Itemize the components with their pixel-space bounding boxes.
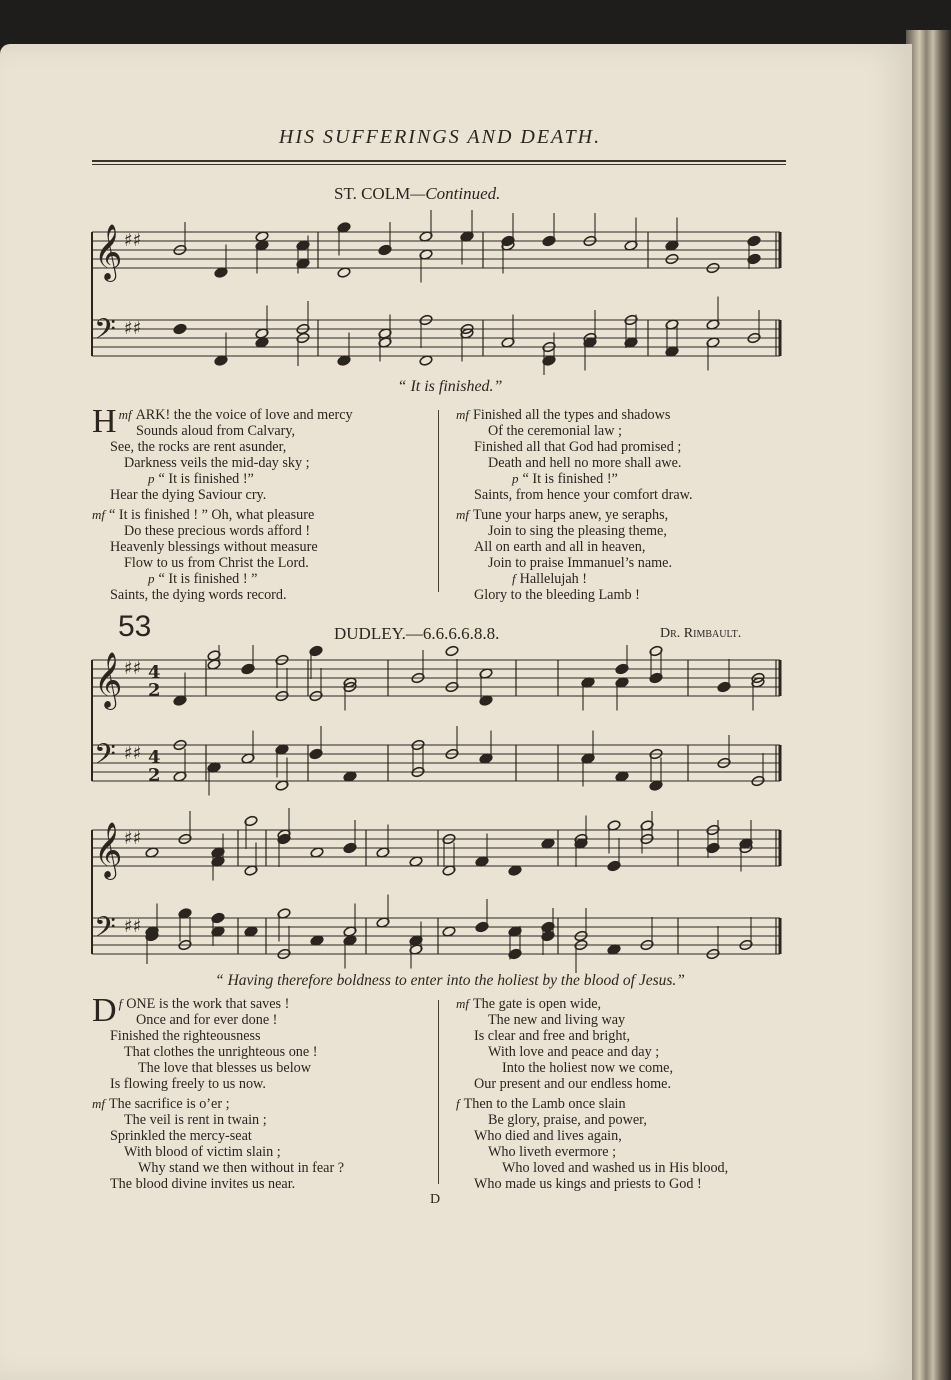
verse-text: Flow to us from Christ the Lord. [124,555,309,571]
verse-line [456,1144,796,1160]
verse-line [456,539,796,555]
verse-line [92,1060,432,1076]
treble-clef-icon: 𝄞 [94,822,123,878]
verse-text: ONE is the work that saves ! [126,996,290,1012]
verse-line [456,1096,796,1112]
verse-text: Join to praise Immanuel’s name. [488,555,673,571]
verse-text: The blood divine invites us near. [110,1176,296,1192]
drop-cap: H [92,403,117,440]
time-signature: 2 [148,680,161,701]
verse-line [456,1028,796,1044]
score-st-colm [88,210,784,380]
treble-staff [92,210,780,283]
dynamic-mark: mf [456,507,469,522]
verse-line [456,455,796,471]
treble-clef-icon: 𝄞 [94,652,123,708]
stanza [456,407,796,503]
verse-line [456,1176,796,1192]
score-dudley-system-2 [88,808,784,973]
verse-line [456,555,796,571]
verse-line [92,487,432,503]
bass-staff [92,297,780,376]
time-signature: 4 [148,662,161,683]
verse-line [92,471,432,487]
verse-line [456,1160,796,1176]
verse-line [456,1112,796,1128]
dynamic-mark: mf [456,996,469,1011]
verse-text: “ It is finished !” [522,471,618,487]
stanza [456,507,796,603]
verse-text: Heavenly blessings without measure [110,539,318,555]
dynamic-mark: f [118,996,123,1011]
hymn52-left-column [92,403,432,607]
time-signature: 4 [148,747,161,768]
verse-line [456,1076,796,1092]
verse-text: Glory to the bleeding Lamb ! [474,587,640,603]
verse-text: With blood of victim slain ; [124,1144,281,1160]
verse-line [92,1112,432,1128]
verse-line [92,1144,432,1160]
note-head [445,645,459,657]
stanza [92,507,432,603]
key-signature-sharp-icon: ♯♯ [124,743,142,764]
verse-line [92,1044,432,1060]
verse-text: “ It is finished !” [158,471,254,487]
dynamic-mark: p [148,571,155,586]
hymn53-left-column [92,992,432,1196]
tune-title-dudley: DUDLEY.—6.6.6.6.8.8. [334,624,500,643]
treble-clef-icon: 𝄞 [94,224,123,280]
tune-name: ST. COLM [334,184,411,203]
signature-mark: D [430,1192,441,1207]
verse-text: Tune your harps anew, ye seraphs, [473,507,669,523]
dynamic-mark: mf [92,1096,105,1111]
verse-text: Darkness veils the mid-day sky ; [124,455,310,471]
verse-text: Do these precious words afford ! [124,523,311,539]
bass-clef-icon: 𝄢 [94,911,116,951]
dynamic-mark: p [148,471,155,486]
verse-line [456,996,796,1012]
hymn52-right-column [456,407,796,607]
verse-line [92,555,432,571]
note-head [241,663,255,675]
verse-line [92,455,432,471]
treble-staff [92,645,780,711]
verse-line [92,1160,432,1176]
verse-text: Finished the righteousness [110,1028,261,1044]
music-score-dudley-2 [88,808,784,973]
verse-line [456,471,796,487]
verse-line [456,1044,796,1060]
key-signature-sharp-icon: ♯♯ [124,828,142,849]
verse-line [92,587,432,603]
verse-line [456,507,796,523]
verse-line [92,571,432,587]
verse-text: Our present and our endless home. [474,1076,671,1092]
verse-text: Finished all the types and shadows [473,407,671,423]
verse-line [92,523,432,539]
score-dudley-system-1 [88,645,784,805]
verse-text: See, the rocks are rent asunder, [110,439,287,455]
verse-text: Is flowing freely to us now. [110,1076,266,1092]
verse-text: Is clear and free and bright, [474,1028,630,1044]
verse-text: Who made us kings and priests to God ! [474,1176,702,1192]
verse-text: Then to the Lamb once slain [463,1096,626,1112]
verse-text: Of the ceremonial law ; [488,423,622,439]
stanza [92,1096,432,1192]
dynamic-mark: f [512,571,516,586]
composer: Dr. Rimbault. [660,626,742,641]
bass-clef-icon: 𝄢 [94,738,116,778]
verse-text: Why stand we then without in fear ? [138,1160,345,1176]
verse-text: Sounds aloud from Calvary, [136,423,296,439]
verse-text: Hallelujah ! [519,571,587,587]
verse-line [456,439,796,455]
verse-text: With love and peace and day ; [488,1044,660,1060]
dynamic-mark: mf [92,507,105,522]
verse-text: The new and living way [488,1012,626,1028]
tune-continued: —Continued. [410,184,501,203]
verse-text: The veil is rent in twain ; [124,1112,267,1128]
column-rule [438,410,439,592]
music-score-st-colm [88,210,784,380]
verse-line [456,587,796,603]
verse-text: Into the holiest now we come, [502,1060,673,1076]
book-edge [906,30,951,1380]
dynamic-mark: mf [456,407,469,422]
verse-text: “ It is finished ! ” [158,571,258,587]
verse-text: All on earth and all in heaven, [474,539,646,555]
verse-text: Saints, from hence your comfort draw. [474,487,693,503]
treble-staff [92,808,780,881]
verse-line [92,423,432,439]
time-signature: 2 [148,765,161,786]
verse-text: Be glory, praise, and power, [488,1112,647,1128]
column-rule [438,1000,439,1184]
note-head [173,323,187,335]
verse-text: Sprinkled the mercy-seat [110,1128,252,1144]
verse-text: That clothes the unrighteous one ! [124,1044,318,1060]
dynamic-mark: f [456,1096,460,1111]
verse-line [92,507,432,523]
running-title: HIS SUFFERINGS AND DEATH. [278,126,602,148]
verse-text: Finished all that God had promised ; [474,439,682,455]
verse-line [92,1076,432,1092]
verse-text: “ It is finished ! ” Oh, what pleasure [109,507,315,523]
verse-line [456,1060,796,1076]
verse-line [456,523,796,539]
stanza [456,996,796,1092]
verse-line [92,539,432,555]
verse-text: ARK! the the voice of love and mercy [135,407,353,423]
verse-line [92,1012,432,1028]
verse-line [456,407,796,423]
verse-text: Hear the dying Saviour cry. [110,487,267,503]
verse-line [92,1128,432,1144]
verse-text: The gate is open wide, [473,996,602,1012]
verse-line [92,1096,432,1112]
key-signature-sharp-icon: ♯♯ [124,230,142,251]
key-signature-sharp-icon: ♯♯ [124,318,142,339]
verse-text: The sacrifice is o’er ; [109,1096,230,1112]
verse-text: Who loved and washed us in His blood, [502,1160,729,1176]
verse-text: Death and hell no more shall awe. [488,455,682,471]
header-rule [92,160,786,162]
stanza [92,403,432,503]
bass-clef-icon: 𝄢 [94,313,116,353]
tune-title-st-colm [334,184,500,204]
verse-line [92,1176,432,1192]
verse-line [456,423,796,439]
key-signature-sharp-icon: ♯♯ [124,658,142,679]
verse-text: Once and for ever done ! [136,1012,278,1028]
bass-staff [92,895,780,974]
verse-line [456,1128,796,1144]
verse-line [92,1028,432,1044]
verse-text: Saints, the dying words record. [110,587,287,603]
dynamic-mark: mf [118,407,132,422]
verse-line [456,571,796,587]
drop-cap: D [92,992,117,1029]
hymn-number: 53 [118,610,152,643]
verse-line [92,439,432,455]
verse-text: Who liveth evermore ; [488,1144,617,1160]
hymn53-right-column [456,996,796,1196]
stanza [456,1096,796,1192]
verse-line [456,1012,796,1028]
key-signature-sharp-icon: ♯♯ [124,916,142,937]
dynamic-mark: p [512,471,519,486]
verse-text: Who died and lives again, [474,1128,622,1144]
verse-line [456,487,796,503]
hymn52-epigraph: “ It is finished.” [397,378,503,395]
verse-text: Join to sing the pleasing theme, [488,523,667,539]
stanza [92,992,432,1092]
bass-staff [92,726,780,796]
verse-text: The love that blesses us below [138,1060,311,1076]
hymn53-epigraph: “ Having therefore boldness to enter into the holiest by the blood of Jesus.” [215,972,685,989]
music-score-dudley-1 [88,645,784,805]
